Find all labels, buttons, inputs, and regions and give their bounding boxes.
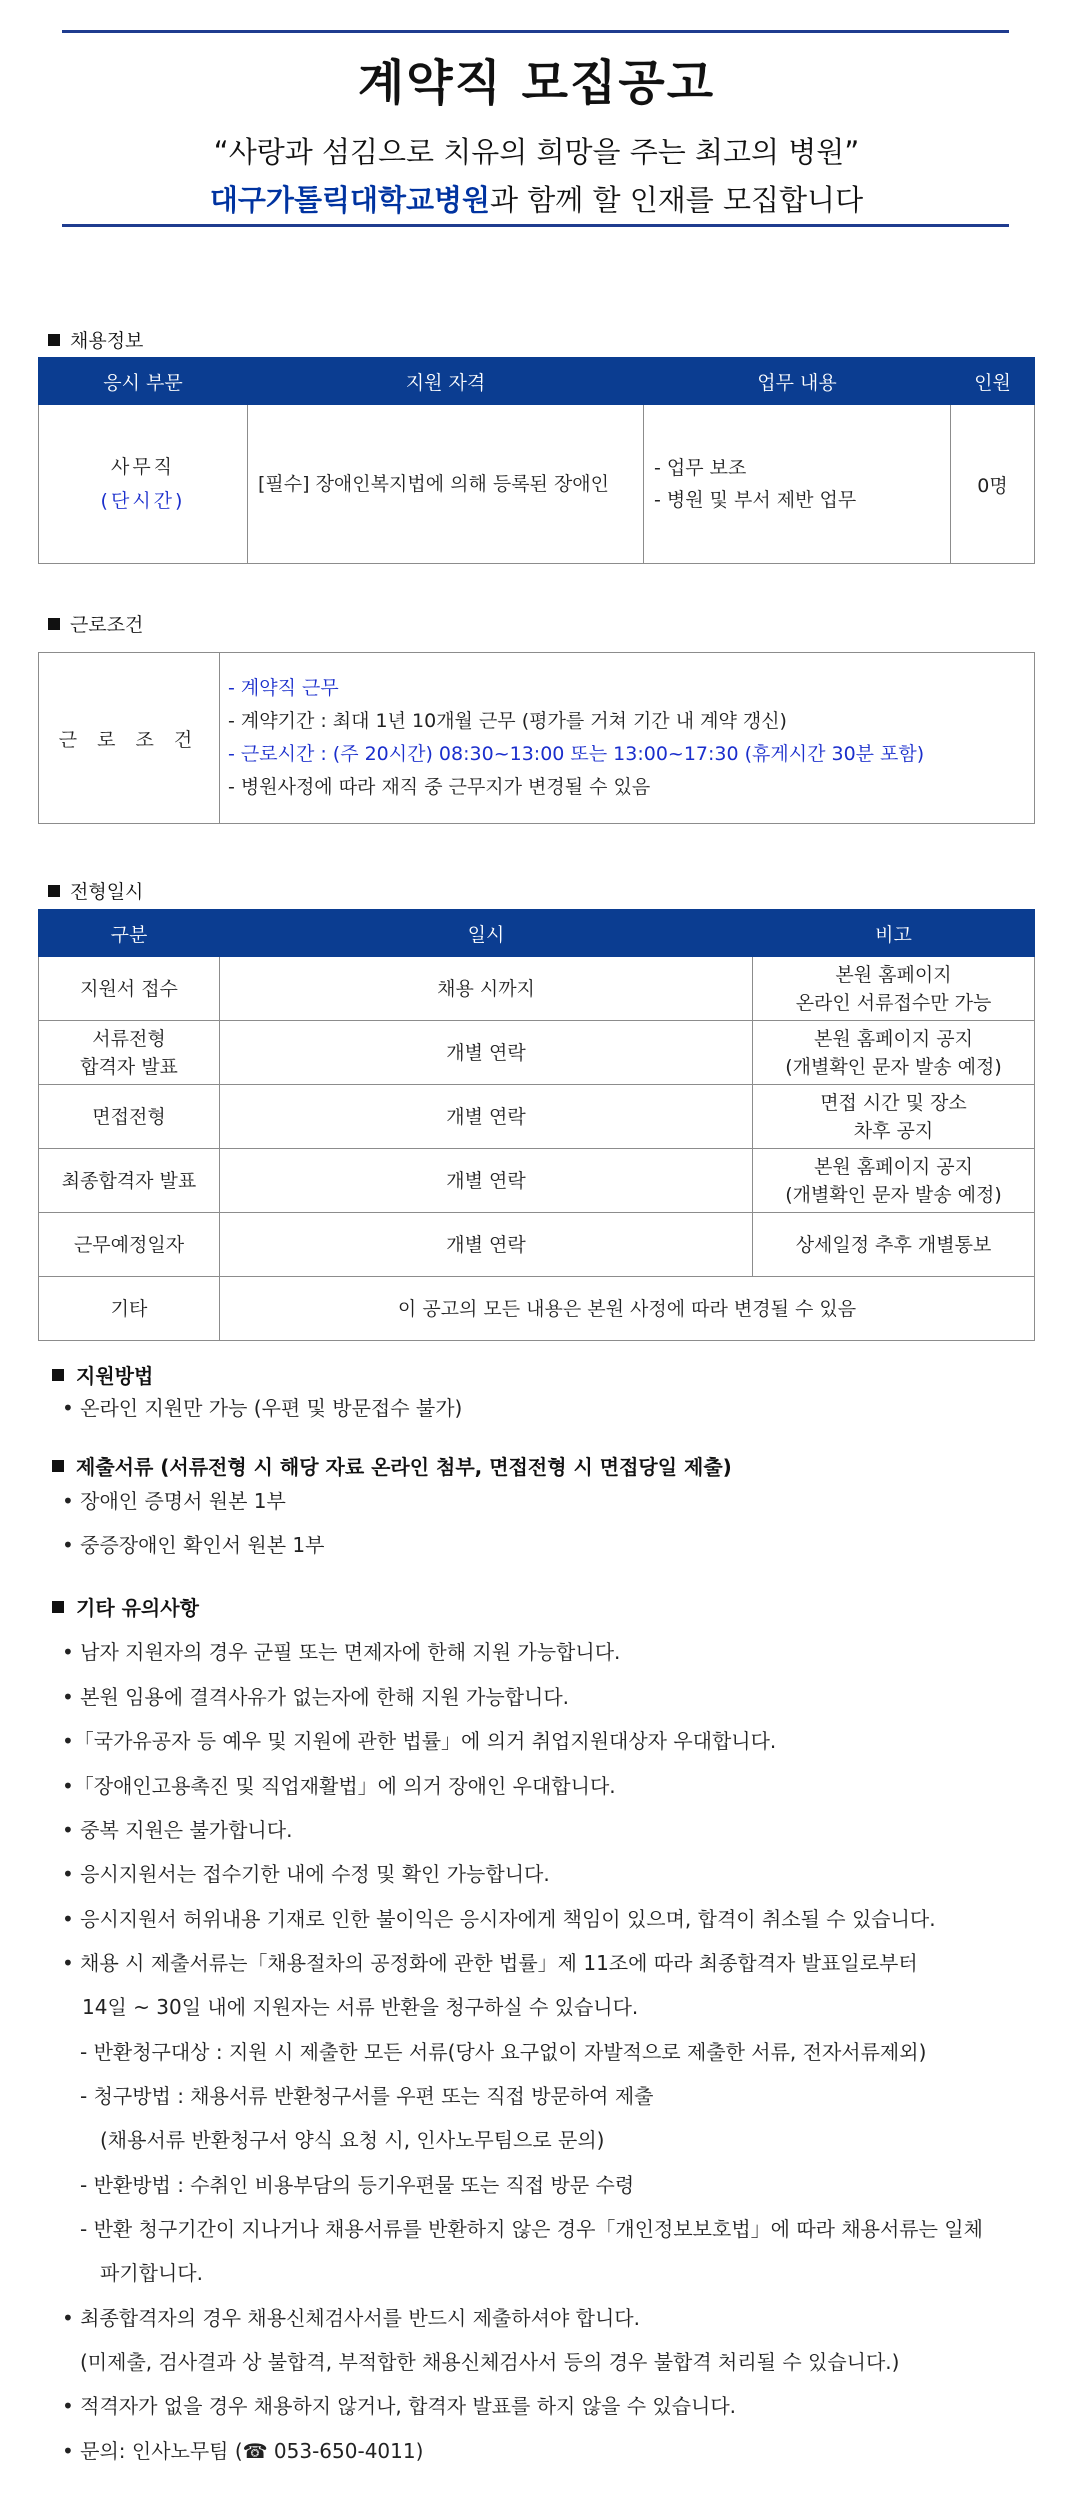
- subtitle: [0, 178, 1073, 219]
- note-line: - 청구방법 : 채용서류 반환청구서를 우편 또는 직접 방문하여 제출: [80, 2084, 654, 2108]
- list-item: • 온라인 지원만 가능 (우편 및 방문접수 불가): [62, 1396, 463, 1420]
- stage-cell: 근무예정일자: [39, 1213, 220, 1277]
- col-header: 업무 내용: [644, 358, 951, 405]
- note-cell: 본원 홈페이지 공지 (개별확인 문자 발송 예정): [753, 1149, 1035, 1213]
- table-row: [39, 1021, 1035, 1085]
- col-header: 비고: [753, 910, 1035, 957]
- table-row: [39, 957, 1035, 1021]
- stage-cell: 면접전형: [39, 1085, 220, 1149]
- note-cell: 면접 시간 및 장소 차후 공지: [753, 1085, 1035, 1149]
- date-cell: 개별 연락: [220, 1213, 753, 1277]
- note-line: - 반환 청구기간이 지나거나 채용서류를 반환하지 않은 경우「개인정보보호법」에 따라 채용서류는 일체: [80, 2217, 983, 2241]
- square-bullet-icon: [48, 618, 60, 630]
- square-bullet-icon: [52, 1460, 64, 1472]
- note-line: • 문의: 인사노무팀 (☎ 053-650-4011): [62, 2439, 424, 2463]
- col-header: 응시 부문: [39, 358, 248, 405]
- note-line: • 적격자가 없을 경우 채용하지 않거나, 합격자 발표를 하지 않을 수 있습니다.: [62, 2394, 737, 2418]
- stage-cell: 지원서 접수: [39, 957, 220, 1021]
- table-row: [39, 1149, 1035, 1213]
- note-line: • 중복 지원은 불가합니다.: [62, 1818, 293, 1842]
- date-cell: 개별 연락: [220, 1021, 753, 1085]
- note-line: •「국가유공자 등 예우 및 지원에 관한 법률」에 의거 취업지원대상자 우대합니다.: [62, 1729, 777, 1753]
- note-line: (미제출, 검사결과 상 불합격, 부적합한 채용신체검사서 등의 경우 불합격 처리될 수 있습니다.): [80, 2350, 900, 2374]
- note-cell: 본원 홈페이지 온라인 서류접수만 가능: [753, 957, 1035, 1021]
- col-header: 지원 자격: [248, 358, 644, 405]
- condition-item: - 계약직 근무: [228, 677, 339, 699]
- col-header: 인원: [951, 358, 1035, 405]
- note-cell: 본원 홈페이지 공지 (개별확인 문자 발송 예정): [753, 1021, 1035, 1085]
- table-row: [39, 1277, 1035, 1341]
- section-schedule-heading: 전형일시: [48, 877, 143, 904]
- date-cell: 개별 연락: [220, 1149, 753, 1213]
- list-item: • 중증장애인 확인서 원본 1부: [62, 1533, 325, 1557]
- note-cell: 상세일정 추후 개별통보: [753, 1213, 1035, 1277]
- position-cell: [39, 405, 248, 564]
- section-conditions-heading: 근로조건: [48, 610, 143, 637]
- col-header: 일시: [220, 910, 753, 957]
- duties-cell: [644, 405, 951, 564]
- stage-cell: 기타: [39, 1277, 220, 1341]
- square-bullet-icon: [52, 1369, 64, 1381]
- note-line: (채용서류 반환청구서 양식 요청 시, 인사노무팀으로 문의): [100, 2128, 605, 2152]
- headcount-cell: 0명: [951, 405, 1035, 564]
- section-recruit-heading: 채용정보: [48, 326, 143, 353]
- header-top-rule: [62, 30, 1009, 33]
- square-bullet-icon: [52, 1601, 64, 1613]
- condition-item: - 병원사정에 따라 재직 중 근무지가 변경될 수 있음: [228, 776, 651, 798]
- subtitle-rest: 과 함께 할 인재를 모집합니다: [490, 183, 864, 217]
- note-line: - 반환청구대상 : 지원 시 제출한 모든 서류(당사 요구없이 자발적으로 제출한 서류, 전자서류제외): [80, 2040, 927, 2064]
- qualification-cell: [필수] 장애인복지법에 의해 등록된 장애인: [248, 405, 644, 564]
- schedule-table: [38, 909, 1035, 1341]
- stage-cell: 서류전형 합격자 발표: [39, 1021, 220, 1085]
- note-line: • 채용 시 제출서류는「채용절차의 공정화에 관한 법률」제 11조에 따라 최종합격자 발표일로부터: [62, 1951, 918, 1975]
- note-line: • 응시지원서는 접수기한 내에 수정 및 확인 가능합니다.: [62, 1862, 550, 1886]
- col-header: 구분: [39, 910, 220, 957]
- note-line: •「장애인고용촉진 및 직업재활법」에 의거 장애인 우대합니다.: [62, 1774, 616, 1798]
- position-note: (단시간): [100, 490, 186, 512]
- note-line: • 남자 지원자의 경우 군필 또는 면제자에 한해 지원 가능합니다.: [62, 1640, 621, 1664]
- hospital-name: 대구가톨릭대학교병원: [209, 183, 491, 217]
- conditions-content: [220, 653, 1035, 824]
- note-line: • 본원 임용에 결격사유가 없는자에 한해 지원 가능합니다.: [62, 1685, 570, 1709]
- condition-item: - 근로시간 : (주 20시간) 08:30~13:00 또는 13:00~17:30 (휴게시간 30분 포함): [228, 743, 925, 765]
- note-line: 파기합니다.: [100, 2261, 203, 2285]
- etc-cell: 이 공고의 모든 내용은 본원 사정에 따라 변경될 수 있음: [220, 1277, 1035, 1341]
- position-name: 사무직: [110, 456, 176, 478]
- slogan: “사랑과 섬김으로 치유의 희망을 주는 최고의 병원”: [213, 135, 860, 169]
- conditions-label: 근 로 조 건: [39, 653, 220, 824]
- condition-item: - 계약기간 : 최대 1년 10개월 근무 (평가를 거쳐 기간 내 계약 갱신): [228, 710, 787, 732]
- date-cell: 채용 시까지: [220, 957, 753, 1021]
- section-notes-heading: 기타 유의사항: [52, 1592, 199, 1621]
- section-apply-heading: 지원방법: [52, 1360, 153, 1389]
- page-title: 계약직 모집공고: [357, 55, 716, 111]
- duty-item: - 업무 보조: [654, 457, 747, 479]
- note-line: • 최종합격자의 경우 채용신체검사서를 반드시 제출하셔야 합니다.: [62, 2306, 640, 2330]
- stage-cell: 최종합격자 발표: [39, 1149, 220, 1213]
- note-line: 14일 ~ 30일 내에 지원자는 서류 반환을 청구하실 수 있습니다.: [82, 1995, 639, 2019]
- duty-item: - 병원 및 부서 제반 업무: [654, 489, 857, 511]
- square-bullet-icon: [48, 885, 60, 897]
- note-line: • 응시지원서 허위내용 기재로 인한 불이익은 응시자에게 책임이 있으며, 합격이 취소될 수 있습니다.: [62, 1907, 936, 1931]
- list-item: • 장애인 증명서 원본 1부: [62, 1489, 286, 1513]
- note-line: - 반환방법 : 수취인 비용부담의 등기우편물 또는 직접 방문 수령: [80, 2173, 635, 2197]
- header-bottom-rule: [62, 224, 1009, 227]
- table-row: [39, 1213, 1035, 1277]
- conditions-table: [38, 652, 1035, 824]
- square-bullet-icon: [48, 334, 60, 346]
- section-docs-heading: 제출서류 (서류전형 시 해당 자료 온라인 첨부, 면접전형 시 면접당일 제출): [52, 1451, 732, 1480]
- table-row: [39, 1085, 1035, 1149]
- recruit-table: [38, 357, 1035, 564]
- date-cell: 개별 연락: [220, 1085, 753, 1149]
